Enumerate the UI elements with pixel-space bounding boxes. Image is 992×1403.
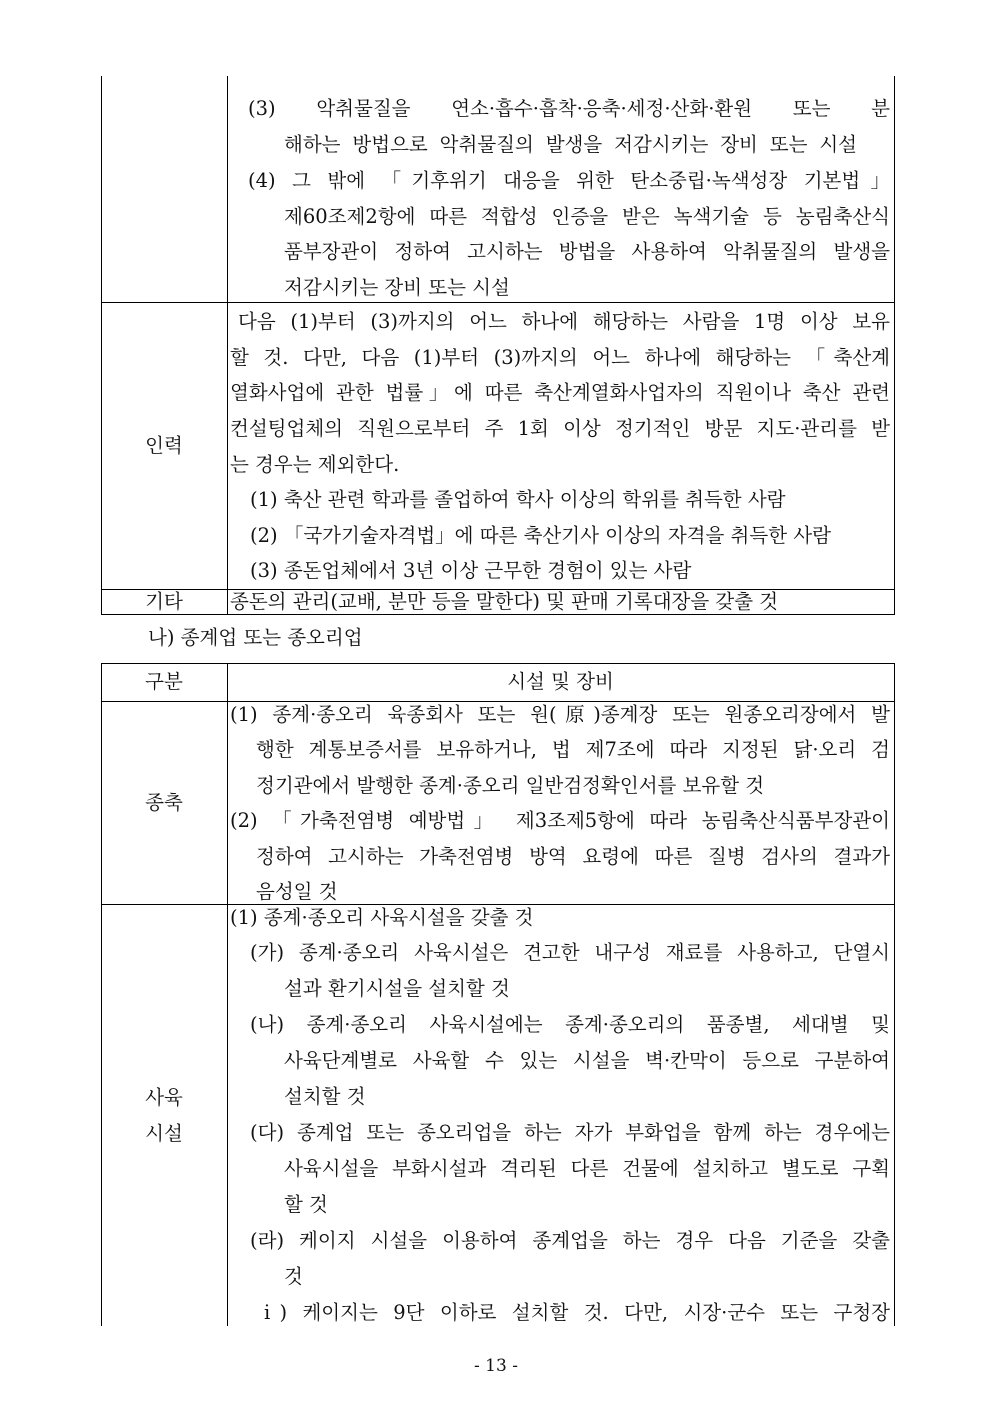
breed-line-5: 정하여 고시하는 가축전염병 방역 요령에 따른 질병 검사의 결과가	[256, 845, 890, 868]
cont-line-5: 품부장관이 정하여 고시하는 방법을 사용하여 악취물질의 발생을	[284, 240, 890, 263]
staff-line-3: 열화사업에 관한 법률」에 따른 축산계열화사업자의 직원이나 축산 관련	[230, 381, 890, 404]
breed-label: 종축	[145, 791, 183, 814]
facility-line-8: 사육시설을 부화시설과 격리된 다른 건물에 설치하고 별도로 구획	[284, 1157, 890, 1180]
facility-line-10: (라) 케이지 시설을 이용하여 종계업을 하는 경우 다음 기준을 갖출	[250, 1229, 890, 1252]
breed-line-6: 음성일 것	[256, 880, 338, 903]
table2-header-category: 구분	[145, 670, 183, 693]
facility-line-5: 사육단계별로 사육할 수 있는 시설을 벽·칸막이 등으로 구분하여	[284, 1049, 890, 1072]
facility-line-3: 설과 환기시설을 설치할 것	[284, 977, 510, 1000]
staff-label: 인력	[145, 434, 183, 457]
etc-text: 종돈의 관리(교배, 분만 등을 말한다) 및 판매 기록대장을 갖출 것	[230, 590, 779, 613]
staff-line-4: 컨설팅업체의 직원으로부터 주 1회 이상 정기적인 방문 지도·관리를 받	[230, 417, 890, 440]
table2-header-facilities: 시설 및 장비	[507, 670, 614, 693]
cont-line-1: (3) 악취물질을 연소·흡수·흡착·응축·세정·산화·환원 또는 분	[248, 97, 890, 120]
facility-label-2: 시설	[145, 1122, 183, 1145]
table2-right-border	[894, 663, 895, 1326]
cont-line-6: 저감시키는 장비 또는 시설	[284, 276, 510, 299]
facility-label-1: 사육	[145, 1086, 183, 1109]
facility-line-7: (다) 종계업 또는 종오리업을 하는 자가 부화업을 함께 하는 경우에는	[250, 1121, 890, 1144]
facility-line-11: 것	[284, 1265, 303, 1288]
cont-line-2: 해하는 방법으로 악취물질의 발생을 저감시키는 장비 또는 시설	[284, 133, 857, 156]
facility-line-2: (가) 종계·종오리 사육시설은 견고한 내구성 재료를 사용하고, 단열시	[250, 941, 890, 964]
staff-line-5: 는 경우는 제외한다.	[230, 453, 400, 476]
etc-label: 기타	[145, 590, 183, 613]
breed-line-2: 행한 계통보증서를 보유하거나, 법 제7조에 따라 지정된 닭·오리 검	[256, 738, 890, 761]
breed-line-3: 정기관에서 발행한 종계·종오리 일반검정확인서를 보유할 것	[256, 774, 765, 797]
cont-line-4: 제60조제2항에 따른 적합성 인증을 받은 녹색기술 등 농림축산식	[284, 205, 890, 228]
breed-line-1: (1) 종계·종오리 육종회사 또는 원(原)종계장 또는 원종오리장에서 발	[230, 703, 890, 726]
table1-left-border	[101, 76, 102, 615]
staff-line-8: (3) 종돈업체에서 3년 이상 근무한 경험이 있는 사람	[250, 559, 692, 582]
breed-line-4: (2) 「가축전염병 예방법」 제3조제5항에 따라 농림축산식품부장관이	[230, 809, 890, 832]
staff-line-6: (1) 축산 관련 학과를 졸업하여 학사 이상의 학위를 취득한 사람	[250, 488, 786, 511]
table2-left-border	[101, 663, 102, 1326]
staff-line-1: 다음 (1)부터 (3)까지의 어느 하나에 해당하는 사람을 1명 이상 보유	[238, 310, 890, 333]
table1-column-divider	[227, 76, 228, 615]
page-number: - 13 -	[474, 1356, 518, 1376]
table2-column-divider	[227, 663, 228, 1326]
facility-line-1: (1) 종계·종오리 사육시설을 갖출 것	[230, 906, 534, 929]
section-heading: 나) 종계업 또는 종오리업	[148, 626, 363, 649]
facility-line-12: ⅰ) 케이지는 9단 이하로 설치할 것. 다만, 시장·군수 또는 구청장	[264, 1301, 890, 1324]
facility-line-9: 할 것	[284, 1193, 328, 1216]
cont-line-3: (4) 그 밖에 「기후위기 대응을 위한 탄소중립·녹색성장 기본법」	[248, 169, 890, 192]
table1-right-border	[894, 76, 895, 615]
staff-line-7: (2) 「국가기술자격법」에 따른 축산기사 이상의 자격을 취득한 사람	[250, 524, 831, 547]
staff-line-2: 할 것. 다만, 다음 (1)부터 (3)까지의 어느 하나에 해당하는 「축산계	[230, 346, 890, 369]
facility-line-4: (나) 종계·종오리 사육시설에는 종계·종오리의 품종별, 세대별 및	[250, 1013, 890, 1036]
facility-line-6: 설치할 것	[284, 1085, 366, 1108]
